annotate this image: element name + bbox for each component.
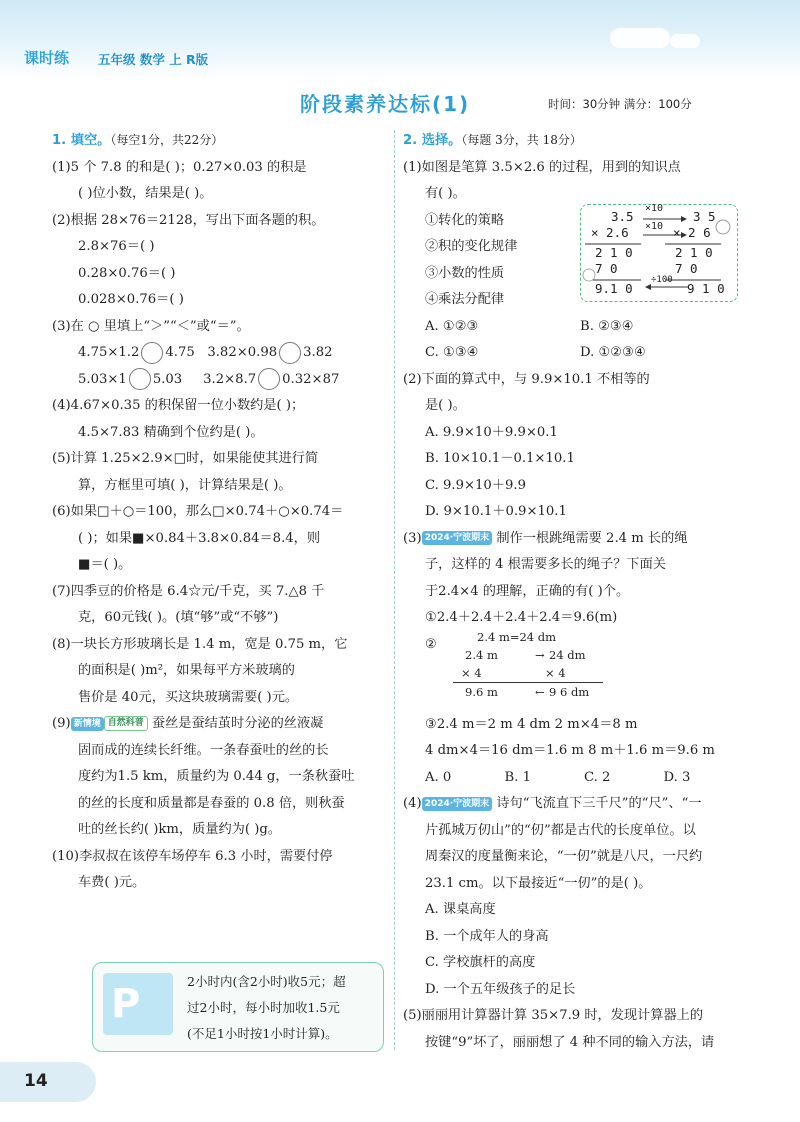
calc-left-row: 2 1 0 [595,245,633,260]
page-number: 14 [24,1071,48,1091]
label-x10: ×10 [645,221,664,232]
label-x10: ×10 [645,203,664,214]
calc-right-row: 3 5 [693,209,716,224]
logo: 课时练 [24,49,70,67]
question-1-7: (7)四季豆的价格是 6.4☆元/千克，买 7.△8 千 克，60元钱( )。(填“够”或“不够”) [52,583,325,625]
compare-circle[interactable] [129,368,151,390]
question-2-4: (4) 2024·宁波期末 诗句“飞流直下三千尺”的“尺”、“一 片孤城万仞山”的“仞”都是古代的长度单位。以 周秦汉的度量衡来论，“一仞”就是八尺，一尺约 23.1 cm。以下最接近“一仞”的是( )。 A. 课桌高度 B. 一个成年人的身高 C. 学校旗杆的高度 D. 一个五年级孩子的足长 [403,796,703,997]
left-column [52,127,388,897]
calc-left-row: × 2.6 [591,225,629,240]
compare-circle[interactable] [258,368,280,390]
question-2-5: (5)丽丽用计算器计算 35×7.9 时，发现计算器上的 按键“9”坏了，丽丽想了 4 种不同的输入方法，请 [403,1008,715,1050]
multiplication-figure [580,204,738,302]
science-tag: 自然科普 [104,716,148,731]
question-1-8: (8)一块长方形玻璃长是 1.4 m，宽是 0.75 m，它 的面积是( )m²，如果每平方米玻璃的 售价是 40元，买这块玻璃需要( )元。 [52,636,348,705]
page-title: 阶段素养达标(1) [300,92,471,116]
compare-circle[interactable] [279,342,301,364]
question-1-9: (9) 新情境 自然科普 蚕丝是蚕结茧时分泌的丝液凝 固而成的连续长纤维。一条春蚕吐的丝的长 度约为1.5 km，质量约为 0.44 g，一条秋蚕吐 的丝的长度和质量都是春蚕的 0.8 倍，则秋蚕 吐的丝长约( )km，质量约为( )g。 [52,716,355,837]
section-heading: 1. 填空。（每空1分，共22分） [52,133,224,148]
parking-icon: P [103,973,173,1035]
question-2-1: (1)如图是笔算 3.5×2.6 的过程，用到的知识点 有( )。 ①转化的策略 ②积的变化规律 ③小数的性质 ④乘法分配律 A. ①②③ B. ②③④ C. ①③④ D. ①②③④ [403,159,681,360]
unit-conversion-calc: 2.4 m=24 dm 2.4 m → 24 dm × 4 × 4 9.6 m ← 9 6 dm [453,628,613,701]
column-divider [394,130,395,1050]
calc-left-row: 3.5 [611,209,634,224]
compare-circle[interactable] [141,342,163,364]
question-1-3: (3)在 ○ 里填上“＞”“＜”或“＝”。 4.75×1.2 4.75 3.82×0.98 3.82 5.03×1 5.03 3.2×8.7 0.32×87 [52,314,388,394]
label-div100: ÷100 [651,275,673,285]
source-tag: 2024·宁波期末 [422,797,492,811]
question-1-4: (4)4.67×0.35 的积保留一位小数约是( )； 4.5×7.83 精确到个位约是( )。 [52,398,305,440]
question-1-10: (10)李叔叔在该停车场停车 6.3 小时，需要付停 车费( )元。 [52,848,333,890]
mascot-icon [716,220,730,234]
cloud-decoration [670,34,700,48]
grade-label: 五年级 数学 上 R版 [98,52,209,67]
calc-left-row: 9.1 0 [595,281,633,296]
question-1-2: (2)根据 28×76＝2128，写出下面各题的积。 2.8×76＝( ) 0.28×0.76＝( ) 0.028×0.76＝( ) [52,212,325,307]
question-2-3: (3) 2024·宁波期末 制作一根跳绳需要 2.4 m 长的绳 子，这样的 4 根需要多长的绳子？下面关 于2.4×4 的理解，正确的有( )个。 ①2.4＋2.4＋2.4＋2.4＝9.6(m) ② 2.4 m=24 dm 2.4 m → 24 dm × 4 × 4 9.6 m ← 9 6 dm ③2.4 m＝2 m 4 dm 2 m×4＝8 m 4 dm×4＝16 dm＝1.6 m 8 m＋1.6 m＝9.6 m A. 0 B. 1 C. 2 D. 3 [403,530,715,785]
question-2-2: (2)下面的算式中，与 9.9×10.1 不相等的 是( )。 A. 9.9×10＋9.9×0.1 B. 10×10.1－0.1×10.1 C. 9.9×10＋9.9 D. 9×10.1＋0.9×10.1 [403,371,650,519]
bunny-icon [583,269,595,281]
question-1-6: (6)如果□＋○＝100，那么□×0.74＋○×0.74＝ ( )；如果■×0.84＋3.8×0.84＝8.4，则 ■＝( )。 [52,504,344,572]
exam-meta: 时间：30分钟 满分：100分 [548,97,692,111]
calc-right-row: × 2 6 [673,225,711,240]
parking-notice: P 2小时内(含2小时)收5元；超 过2小时，每小时加收1.5元 (不足1小时按1小时计算)。 [92,962,384,1052]
calc-right-row: 7 0 [675,261,698,276]
calc-left-row: 7 0 [595,261,618,276]
question-1-5: (5)计算 1.25×2.9×□时，如果能使其进行简 算，方框里可填( )，计算结果是( )。 [52,451,319,493]
question-1-1: (1)5 个 7.8 的和是( )；0.27×0.03 的积是 ( )位小数，结果是( )。 [52,159,307,201]
arrowhead [681,216,687,222]
page-number-tab [0,1062,96,1102]
section-heading: 2. 选择。（每题 3分，共 18分） [403,133,582,148]
new-context-tag: 新情境 [71,717,104,731]
cloud-decoration [610,28,670,48]
calc-right-row: 2 1 0 [675,245,713,260]
calc-right-row: 9 1 0 [687,281,725,296]
source-tag: 2024·宁波期末 [422,531,492,545]
